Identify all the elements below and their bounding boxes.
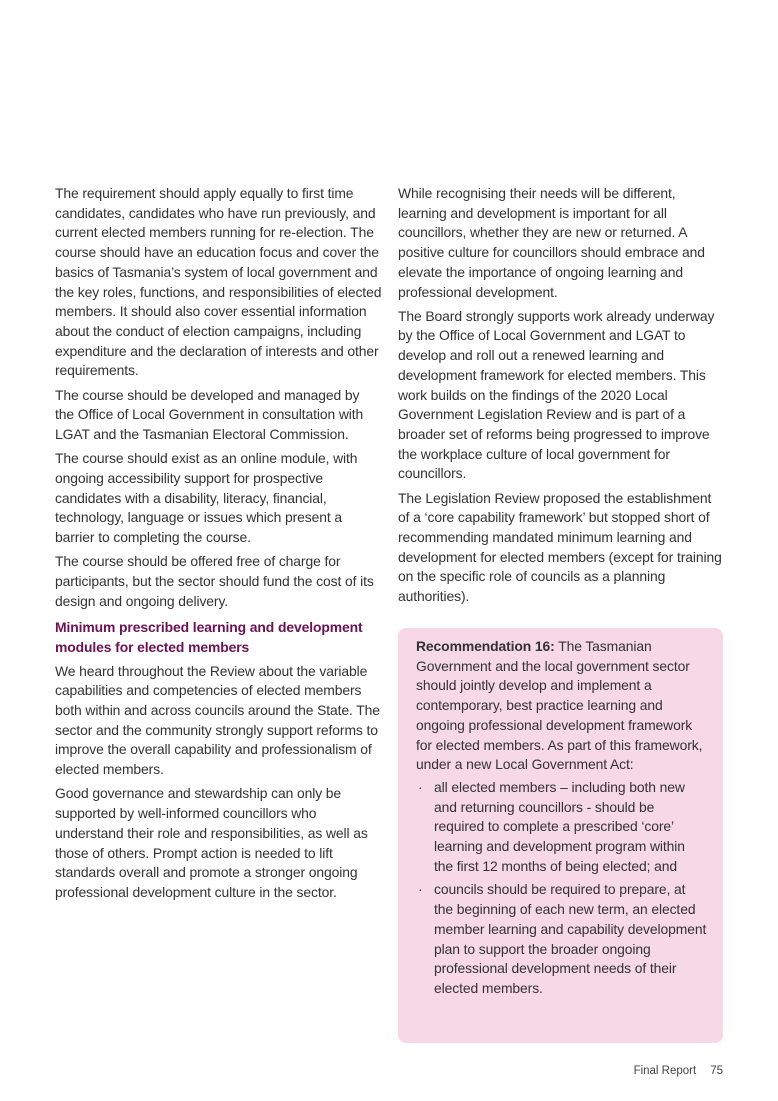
bullet-icon: · — [418, 778, 423, 795]
bullet-icon: · — [418, 881, 423, 898]
list-item — [416, 880, 707, 998]
right-column — [398, 184, 726, 611]
recommendation-list — [416, 778, 707, 999]
paragraph: While recognising their needs will be different, learning and development is important for all councillors, whether they are new or returned. A positive culture for councillors should embrace and elevate the importance of ongoing learning and professional development. — [398, 185, 705, 300]
footer-label: Final Report — [633, 1065, 697, 1077]
paragraph: Good governance and stewardship can only be supported by well-informed councillors who understand their role and responsibilities, as well as those of others. Prompt action is needed to lift standards overall and promote a stronger ongoing professional development culture in the sector. — [55, 785, 368, 900]
recommendation-box — [398, 628, 723, 1043]
page-number: 75 — [710, 1065, 723, 1077]
paragraph: The course should be offered free of charge for participants, but the sector should fund the cost of its design and ongoing delivery. — [55, 553, 374, 609]
list-item — [416, 778, 707, 877]
list-item-text: councils should be required to prepare, at the beginning of each new term, an elected member learning and capability development plan to support the broader ongoing professional development needs of their elected members. — [434, 881, 707, 996]
recommendation-label: Recommendation 16: — [416, 638, 555, 654]
section-subheading: Minimum prescribed learning and development modules for elected members — [55, 619, 363, 655]
paragraph: The course should be developed and managed by the Office of Local Government in consultation with LGAT and the Tasmanian Electoral Commission. — [55, 386, 364, 442]
paragraph: The Legislation Review proposed the establishment of a ‘core capability framework’ but stopped short of recommending mandated minimum learning and development for elected members (except for training on the specific role of councils as a planning authorities). — [398, 489, 722, 605]
list-item-text: all elected members – including both new and returning councillors - should be required to complete a prescribed ‘core’ learning and development program within the first 12 months of being elected; and — [434, 778, 685, 874]
paragraph: The course should exist as an online module, with ongoing accessibility support for prospective candidates with a disability, literacy, financial, technology, language or issues which present a barrier to completing the course. — [55, 450, 358, 545]
left-column — [55, 184, 382, 907]
recommendation-text: The Tasmanian Government and the local government sector should jointly develop and implement a contemporary, best practice learning and ongoing professional development framework for elected members. As part of this framework, under a new Local Government Act: — [416, 638, 703, 773]
paragraph: The Board strongly supports work already underway by the Office of Local Government and LGAT to develop and roll out a renewed learning and development framework for elected members. This work builds on the findings of the 2020 Local Government Legislation Review and is part of a broader set of reforms being progressed to improve the workplace culture of local government for councillors. — [398, 307, 715, 482]
paragraph: We heard throughout the Review about the variable capabilities and competencies of elected members both within and across councils around the State. The sector and the community strongly support reforms to improve the overall capability and professionalism of elected members. — [55, 662, 380, 778]
recommendation-intro — [416, 637, 707, 775]
page-footer — [634, 1065, 723, 1077]
paragraph: The requirement should apply equally to first time candidates, candidates who have run previously, and current elected members running for re-election. The course should have an education focus and cover the basics of Tasmania’s system of local government and the key roles, functions, and responsibilities of elected members. It should also cover essential information about the conduct of election campaigns, including expenditure and the declaration of interests and other requirements. — [55, 185, 382, 379]
